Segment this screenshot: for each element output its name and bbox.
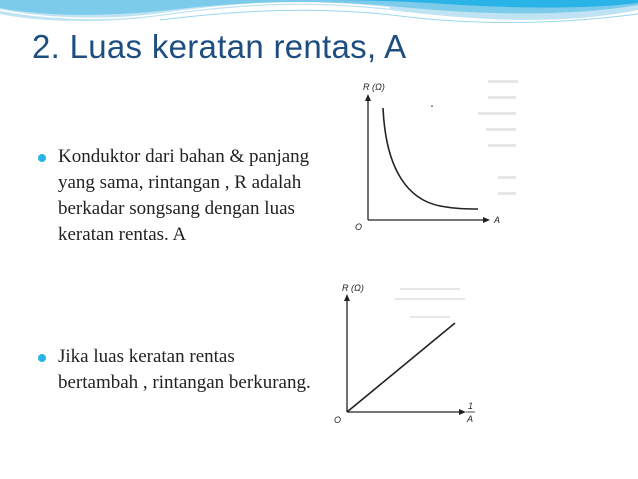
y-axis-arrow-icon [344, 294, 350, 301]
y-axis-label: R (Ω) [342, 283, 364, 293]
y-axis-label: R (Ω) [363, 82, 385, 92]
bullet-item [38, 344, 318, 396]
x-axis-arrow-icon [459, 409, 466, 415]
bullet-item [38, 144, 318, 248]
bullet-text: Konduktor dari bahan & panjang yang sama, rintangan , R adalah berkadar songsang dengan luas keratan rentas. A [58, 146, 310, 245]
graph-resistance-vs-area [338, 78, 520, 234]
x-axis-label: A [494, 215, 501, 225]
x-axis-arrow-icon [483, 217, 490, 223]
graph-resistance-vs-inverse-area [320, 278, 495, 433]
origin-label: O [355, 222, 363, 232]
bullet-dot-icon [38, 154, 46, 162]
bullet-text: Jika luas keratan rentas bertambah , rintangan berkurang. [58, 346, 311, 393]
inverse-curve [383, 108, 478, 209]
y-axis-arrow-icon [365, 94, 371, 101]
x-axis-label-numerator: 1 [468, 401, 474, 411]
origin-label: O [334, 415, 342, 425]
bullet-dot-icon [38, 354, 46, 362]
proportional-line [347, 323, 455, 412]
slide-title: 2. Luas keratan rentas, A [32, 28, 407, 65]
x-axis-label-denominator: A [467, 414, 474, 424]
